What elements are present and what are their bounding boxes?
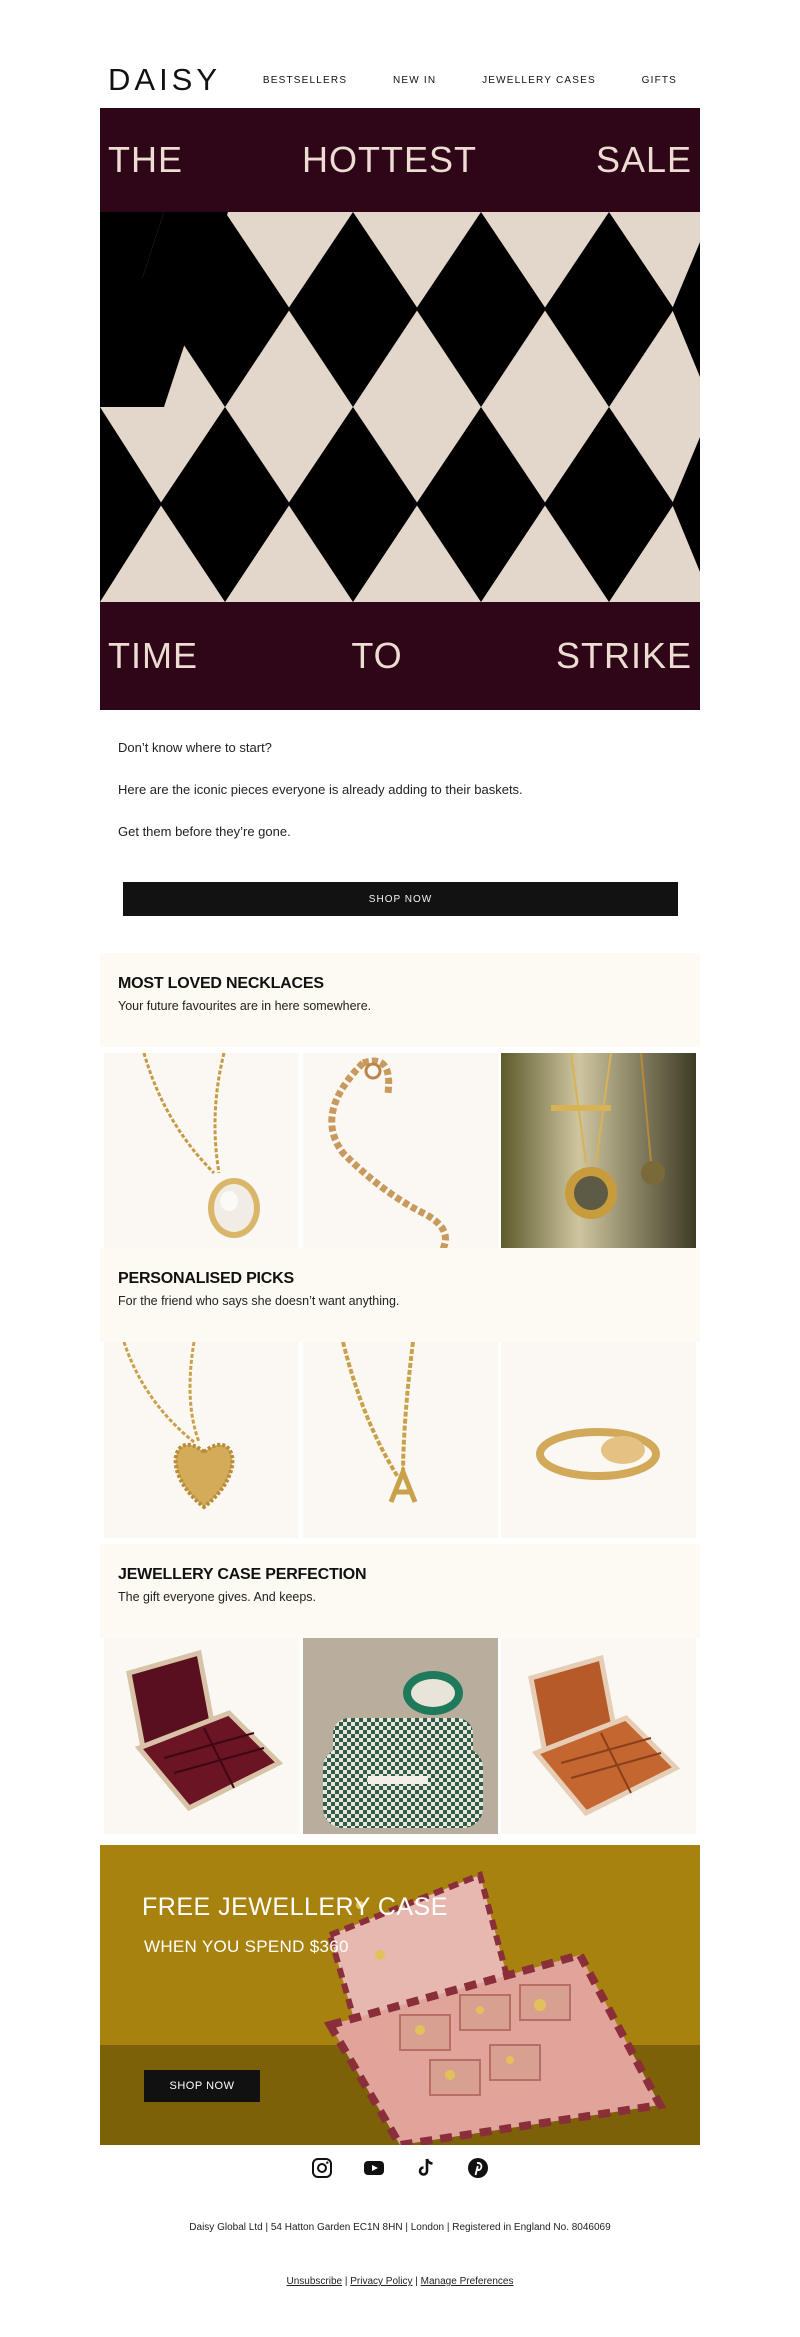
intro-line-2: Here are the iconic pieces everyone is already adding to their baskets. — [118, 782, 523, 797]
product-grid — [100, 1638, 700, 1834]
intro-line-3: Get them before they’re gone. — [118, 824, 291, 839]
pinterest-icon[interactable] — [466, 2156, 490, 2180]
product-rust-jewellery-case[interactable] — [501, 1638, 696, 1834]
hero-word-6: STRIKE — [555, 635, 692, 676]
youtube-icon[interactable] — [362, 2156, 386, 2180]
product-signet-ring[interactable] — [501, 1342, 696, 1538]
section-header — [100, 1544, 700, 1638]
product-burgundy-jewellery-case[interactable] — [104, 1638, 299, 1834]
footer-separator: | — [412, 2276, 421, 2287]
product-coin-pendant-necklace[interactable] — [501, 1053, 696, 1249]
nav-bestsellers[interactable]: BESTSELLERS — [262, 74, 348, 86]
hero-banner[interactable] — [100, 108, 700, 710]
section-header — [100, 953, 700, 1047]
promo-title: FREE JEWELLERY CASE — [142, 1893, 448, 1921]
company-address: Daisy Global Ltd | 54 Hatton Garden EC1N 8HN | London | Registered in England No. 8046069 — [189, 2222, 611, 2233]
section-title: JEWELLERY CASE PERFECTION — [118, 1566, 367, 1583]
product-initial-necklace[interactable] — [303, 1342, 498, 1538]
hero-bottom-band — [100, 602, 700, 710]
brand-logo[interactable]: DAISY — [108, 62, 222, 97]
promo-shop-now-button[interactable]: SHOP NOW — [144, 2070, 260, 2102]
section-personalised — [100, 1248, 700, 1538]
hero-word-4: TIME — [108, 635, 198, 676]
tiktok-icon[interactable] — [414, 2156, 438, 2180]
nav-jewellery-cases[interactable]: JEWELLERY CASES — [482, 74, 596, 86]
intro-copy — [100, 740, 700, 866]
privacy-policy-link[interactable]: Privacy Policy — [350, 2276, 413, 2287]
promo-subtitle: WHEN YOU SPEND $360 — [144, 1937, 349, 1956]
nav-new-in[interactable]: NEW IN — [392, 74, 437, 86]
hero-top-band — [100, 108, 700, 212]
product-grid — [100, 1053, 700, 1249]
harlequin-pattern — [100, 212, 700, 602]
main-nav — [240, 75, 700, 86]
manage-preferences-link[interactable]: Manage Preferences — [420, 2276, 514, 2287]
instagram-icon[interactable] — [310, 2156, 334, 2180]
hero-word-5: TO — [351, 635, 403, 676]
product-heart-pendant-necklace[interactable] — [104, 1342, 299, 1538]
product-chain-necklace[interactable] — [303, 1053, 498, 1249]
section-header — [100, 1248, 700, 1342]
header — [100, 50, 700, 110]
section-subtitle: For the friend who says she doesn’t want anything. — [118, 1294, 400, 1308]
product-green-check-jewellery-case[interactable] — [303, 1638, 498, 1834]
shop-now-button[interactable]: SHOP NOW — [123, 882, 678, 916]
section-subtitle: The gift everyone gives. And keeps. — [118, 1590, 317, 1604]
section-jewellery-cases — [100, 1544, 700, 1834]
nav-gifts[interactable]: GIFTS — [641, 74, 678, 86]
social-links — [100, 2156, 700, 2186]
product-pearl-pendant-necklace[interactable] — [104, 1053, 299, 1249]
unsubscribe-link[interactable]: Unsubscribe — [286, 2276, 343, 2287]
section-title: MOST LOVED NECKLACES — [118, 975, 324, 992]
section-most-loved — [100, 953, 700, 1249]
free-case-promo-banner[interactable] — [100, 1845, 700, 2145]
section-title: PERSONALISED PICKS — [118, 1270, 294, 1287]
footer-links — [100, 2276, 700, 2287]
section-subtitle: Your future favourites are in here somewhere. — [118, 999, 372, 1013]
product-grid — [100, 1342, 700, 1538]
hero-word-1: THE — [108, 139, 183, 180]
hero-word-3: SALE — [595, 139, 692, 180]
footer-separator: | — [342, 2276, 351, 2287]
hero-word-2: HOTTEST — [301, 139, 477, 180]
intro-line-1: Don’t know where to start? — [118, 740, 272, 755]
